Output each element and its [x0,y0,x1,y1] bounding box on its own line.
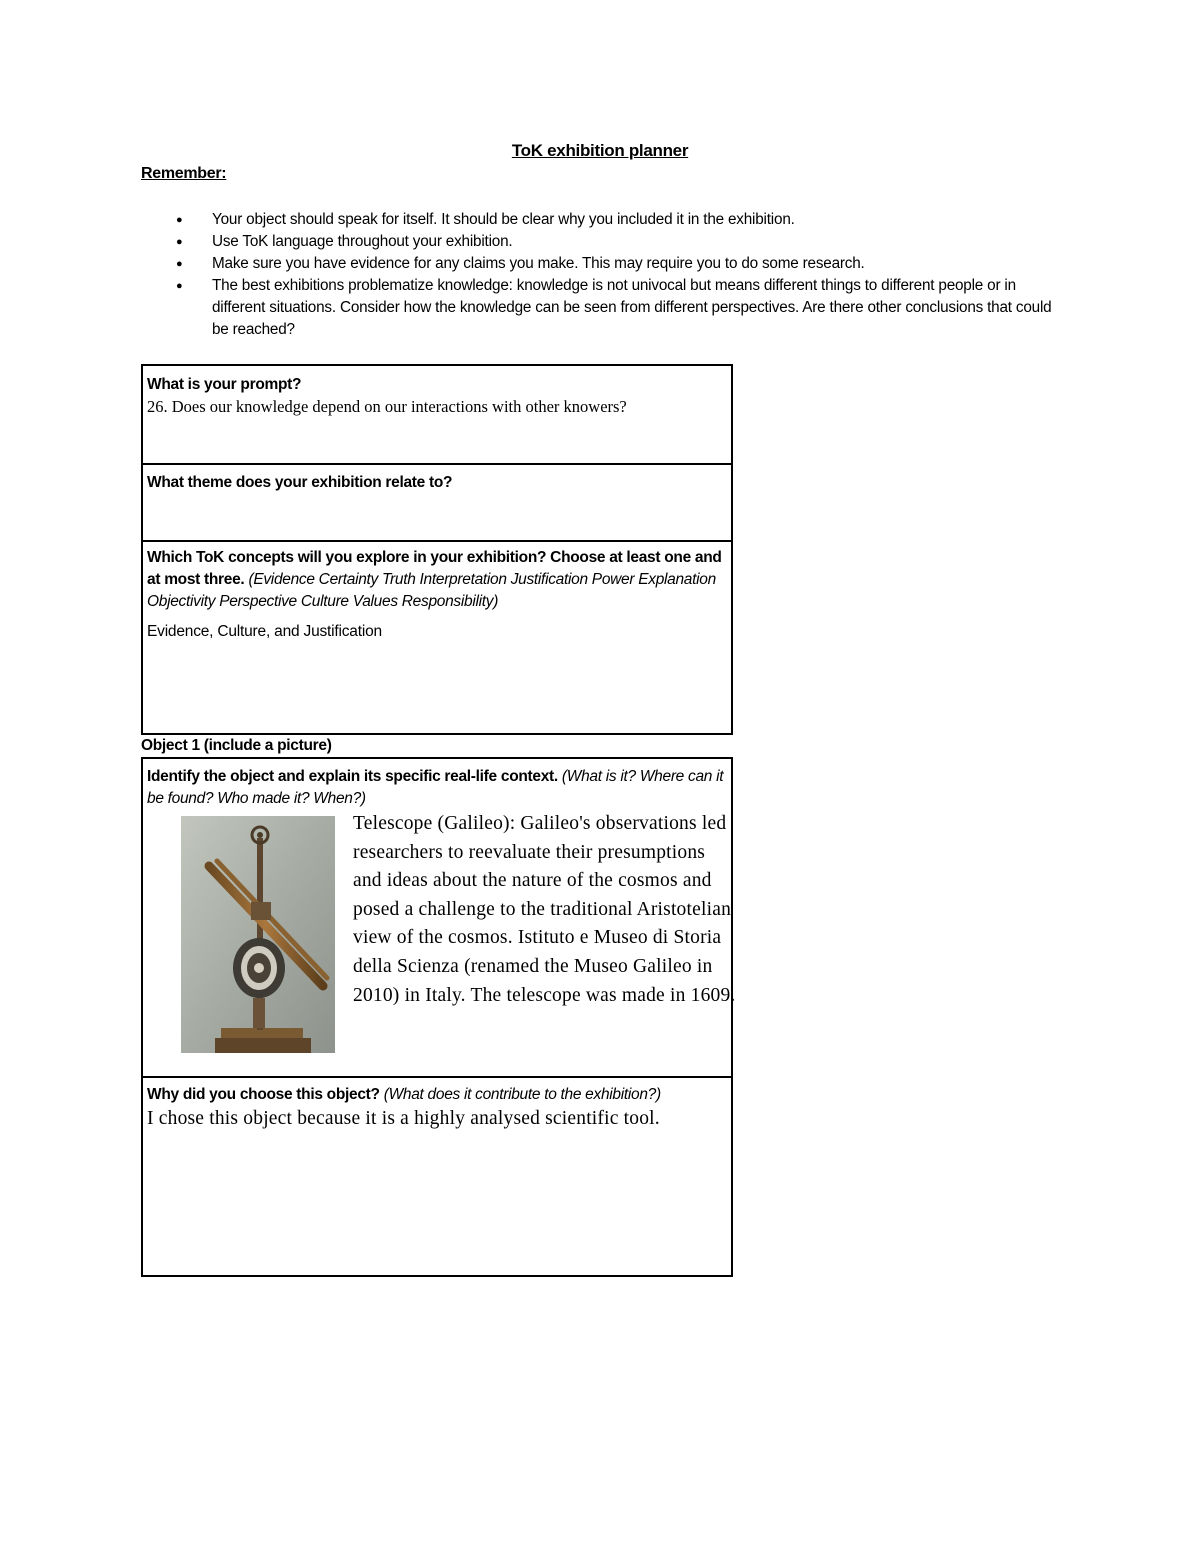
identify-answer[interactable]: Telescope (Galileo): Galileo's observations led researchers to reevaluate their presumptions and ideas about the nature of the cosmos and posed a challenge to the traditional Aristotelian view of the cosmos. Istituto e Museo di Storia della Scienza (renamed the Museo Galileo in 2010) in Italy. The telescope was made in 1609. [353,813,736,1006]
object-1-table [141,757,736,1277]
planner-table [141,364,733,735]
reminder-item: ● Your object should speak for itself. It should be clear why you included it in the exhibition. [176,209,1056,231]
why-row [143,1078,731,1275]
reminder-item: ● The best exhibitions problematize knowledge: knowledge is not univocal but means different things to different people or in different situations. Consider how the knowledge can be seen from different perspectives. Are there other conclusions that could be reached? [176,275,1056,341]
concepts-hint: (Evidence Certainty Truth Interpretation Justification Power Explanation Objectivity Perspective Culture Values Responsibility) [147,571,716,610]
identify-question [147,766,727,810]
why-answer[interactable]: I chose this object because it is a highly analysed scientific tool. [147,1108,660,1129]
prompt-row [143,366,731,465]
theme-question: What theme does your exhibition relate to? [147,474,453,491]
prompt-answer[interactable]: 26. Does our knowledge depend on our interactions with other knowers? [147,397,627,416]
prompt-question: What is your prompt? [147,376,302,393]
object-content [147,810,736,1054]
concepts-row [143,542,731,733]
identify-row [143,759,736,1078]
concepts-question [147,547,727,613]
reminder-list [176,209,1056,341]
reminder-item: ● Make sure you have evidence for any claims you make. This may require you to do some research. [176,253,1056,275]
object-1-label: Object 1 (include a picture) [141,737,332,754]
why-question [147,1084,727,1106]
concepts-answer[interactable]: Evidence, Culture, and Justification [147,623,382,640]
theme-row [143,465,731,542]
telescope-image [181,816,335,1053]
identify-hint: (What is it? Where can it be found? Who made it? When?) [147,768,724,807]
remember-heading: Remember: [141,165,227,182]
identify-question-text: Identify the object and explain its specific real-life context. [147,768,558,785]
why-hint: (What does it contribute to the exhibition?) [383,1086,661,1103]
page-title: ToK exhibition planner [511,141,689,160]
concepts-question-text: Which ToK concepts will you explore in your exhibition? Choose at least one and at most three. [147,549,722,588]
reminder-item: ● Use ToK language throughout your exhibition. [176,231,1056,253]
why-question-text: Why did you choose this object? [147,1086,380,1103]
